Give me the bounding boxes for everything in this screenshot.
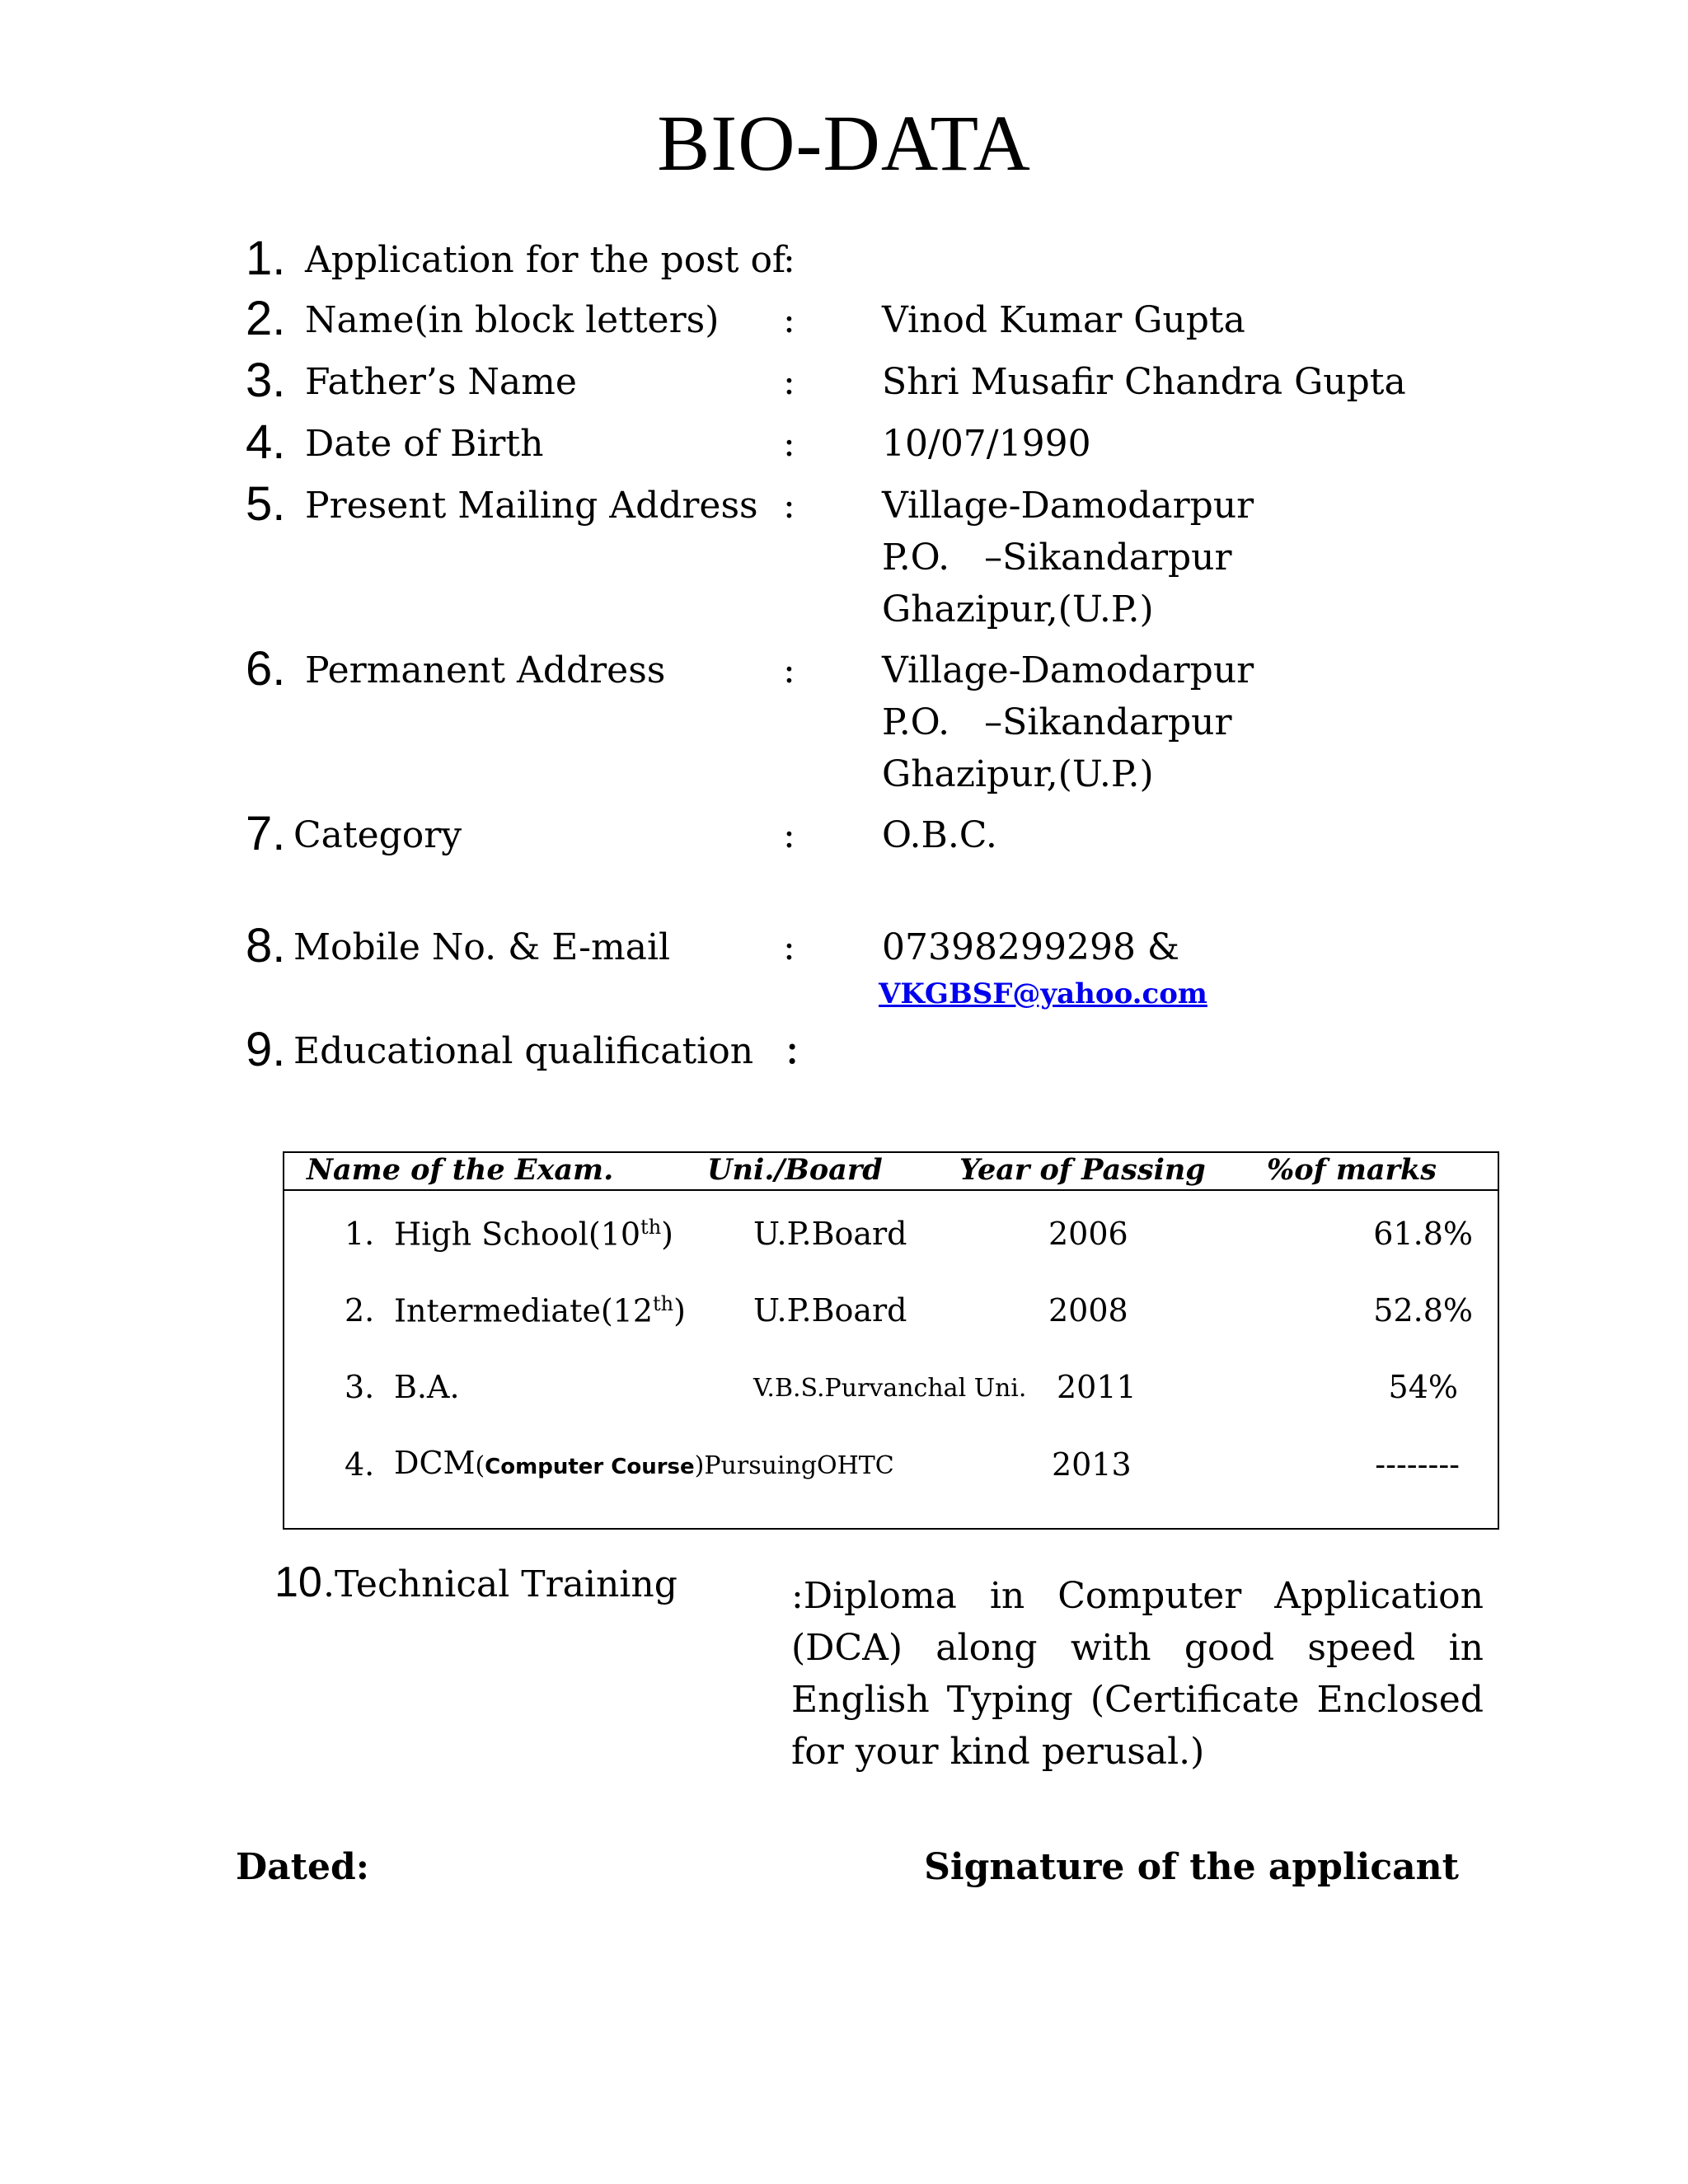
field-label: Name(in block letters) bbox=[305, 299, 720, 341]
signature-label: Signature of the applicant bbox=[924, 1846, 1459, 1888]
page-title: BIO-DATA bbox=[657, 99, 1031, 187]
field-label: Category bbox=[293, 814, 462, 856]
email-link[interactable]: VKGBSF@yahoo.com bbox=[879, 977, 1207, 1010]
row-year: 2013 bbox=[1052, 1446, 1132, 1483]
present-address-line: P.O. –Sikandarpur bbox=[882, 537, 1232, 579]
permanent-address-line: P.O. –Sikandarpur bbox=[882, 701, 1232, 743]
present-address-line: Village-Damodarpur bbox=[882, 485, 1254, 527]
field-colon: : bbox=[783, 649, 795, 691]
field-colon: : bbox=[783, 299, 795, 341]
row-exam: B.A. bbox=[394, 1369, 460, 1405]
present-address-line: Ghazipur,(U.P.) bbox=[882, 588, 1154, 630]
field-number: 5. bbox=[246, 477, 286, 531]
row-board: V.B.S.Purvanchal Uni. bbox=[753, 1374, 1027, 1403]
row-number: 1. bbox=[345, 1216, 375, 1252]
permanent-address-line: Ghazipur,(U.P.) bbox=[882, 753, 1154, 795]
row-marks: 52.8% bbox=[1373, 1292, 1473, 1329]
field-label: Application for the post of bbox=[305, 239, 786, 281]
permanent-address-line: Village-Damodarpur bbox=[882, 649, 1254, 691]
field-label: Present Mailing Address bbox=[305, 485, 758, 527]
technical-training-value bbox=[791, 1570, 1484, 1778]
row-exam: Intermediate(12th) bbox=[394, 1292, 686, 1329]
row-marks: 61.8% bbox=[1373, 1216, 1473, 1252]
technical-training-line: English Typing (Certificate Enclosed bbox=[791, 1679, 1484, 1721]
row-year: 2008 bbox=[1048, 1292, 1128, 1329]
field-number: 7. bbox=[246, 807, 286, 860]
field-label: Mobile No. & E-mail bbox=[293, 926, 671, 968]
dated-label: Dated: bbox=[236, 1846, 369, 1888]
table-header-marks: %of marks bbox=[1267, 1153, 1437, 1187]
row-exam: High School(10th) bbox=[394, 1216, 673, 1253]
field-number: 1. bbox=[246, 232, 286, 285]
mobile-value: 07398299298 & bbox=[882, 926, 1180, 968]
field-label: Permanent Address bbox=[305, 649, 666, 691]
table-header-year: Year of Passing bbox=[959, 1153, 1206, 1187]
field-label: Educational qualification bbox=[293, 1030, 754, 1072]
field-number: 9. bbox=[246, 1023, 286, 1076]
row-year: 2011 bbox=[1057, 1369, 1137, 1405]
dob-value: 10/07/1990 bbox=[882, 423, 1091, 465]
row-board: U.P.Board bbox=[753, 1216, 907, 1252]
field-number: 3. bbox=[246, 354, 286, 407]
row-number: 3. bbox=[345, 1369, 375, 1405]
row-number: 2. bbox=[345, 1292, 375, 1329]
table-header-board: Uni./Board bbox=[707, 1153, 883, 1187]
table-header-exam: Name of the Exam. bbox=[307, 1153, 614, 1187]
row-number: 4. bbox=[345, 1446, 375, 1483]
field-label: Father’s Name bbox=[305, 361, 577, 403]
field-label: .Technical Training bbox=[323, 1563, 678, 1605]
field-number: 10 bbox=[274, 1558, 322, 1606]
category-value: O.B.C. bbox=[882, 814, 997, 856]
field-colon: : bbox=[783, 485, 795, 527]
row-marks: 54% bbox=[1388, 1369, 1458, 1405]
field-colon: : bbox=[785, 1022, 800, 1074]
row-year: 2006 bbox=[1048, 1216, 1128, 1252]
table-header-divider bbox=[284, 1189, 1498, 1191]
name-value: Vinod Kumar Gupta bbox=[882, 299, 1245, 341]
field-colon: : bbox=[783, 814, 795, 856]
father-name-value: Shri Musafir Chandra Gupta bbox=[882, 361, 1406, 403]
row-exam: DCM(Computer Course)Pursuing bbox=[394, 1445, 818, 1481]
field-label: Date of Birth bbox=[305, 423, 544, 465]
field-number: 4. bbox=[246, 415, 286, 469]
field-number: 8. bbox=[246, 919, 286, 972]
field-number: 6. bbox=[246, 642, 286, 696]
row-board: OHTC bbox=[817, 1451, 894, 1480]
row-marks: -------- bbox=[1375, 1446, 1460, 1483]
field-number: 2. bbox=[246, 292, 286, 345]
row-board: U.P.Board bbox=[753, 1292, 907, 1329]
field-colon: : bbox=[783, 423, 795, 465]
field-colon: : bbox=[783, 239, 795, 281]
field-colon: : bbox=[783, 926, 795, 968]
technical-training-line: :Diploma in Computer Application bbox=[791, 1575, 1484, 1617]
technical-training-line: (DCA) along with good speed in bbox=[791, 1627, 1484, 1669]
qualification-table bbox=[283, 1151, 1499, 1530]
technical-training-line: for your kind perusal.) bbox=[791, 1731, 1205, 1773]
field-colon: : bbox=[783, 361, 795, 403]
